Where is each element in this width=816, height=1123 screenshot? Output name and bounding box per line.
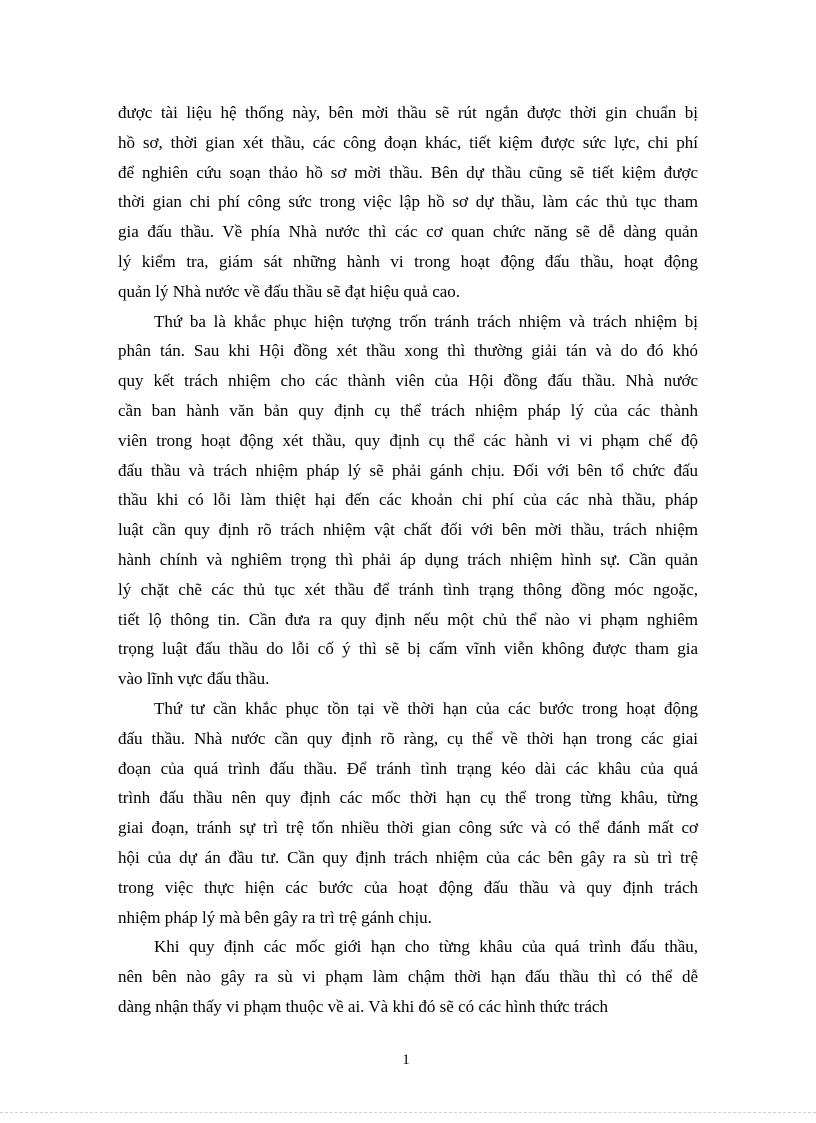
text-line: hồ sơ, thời gian xét thầu, các công đoạn khác, tiết kiệm được sức lực, chi phí — [118, 132, 698, 152]
text-line: vào lĩnh vực đấu thầu. — [118, 669, 270, 689]
document-body — [118, 98, 698, 1022]
text-line: thời gian chi phí công sức trong việc lập hồ sơ dự thầu, làm các thủ tục tham — [118, 192, 698, 212]
text-line: lý chặt chẽ các thủ tục xét thầu để tránh tình trạng thông đồng móc ngoặc, — [118, 579, 698, 599]
text-line: đoạn của quá trình đấu thầu. Để tránh tình trạng kéo dài các khâu của quá — [118, 758, 698, 778]
text-line: Khi quy định các mốc giới hạn cho từng khâu của quá trình đấu thầu, — [154, 937, 698, 957]
text-line: hành chính và nghiêm trọng thì phải áp dụng trách nhiệm hình sự. Cần quản — [118, 549, 698, 569]
text-line: phân tán. Sau khi Hội đồng xét thầu xong thì thường giải tán và do đó khó — [118, 341, 698, 361]
text-line: trọng luật đấu thầu do lỗi cố ý thì sẽ bị cấm vĩnh viễn không được tham gia — [118, 639, 698, 659]
text-line: tiết lộ thông tin. Cần đưa ra quy định nếu một chủ thể nào vi phạm nghiêm — [118, 609, 698, 629]
text-line: thầu khi có lỗi làm thiệt hại đến các khoản chi phí của các nhà thầu, pháp — [118, 490, 698, 510]
text-line: giai đoạn, tránh sự trì trệ tốn nhiều thời gian công sức và có thể đánh mất cơ — [118, 818, 698, 838]
page-bottom-divider — [0, 1112, 816, 1113]
page-number: 1 — [402, 1052, 410, 1068]
text-line: trình đấu thầu nên quy định các mốc thời hạn cụ thể trong từng khâu, từng — [118, 788, 698, 808]
text-line: gia đấu thầu. Về phía Nhà nước thì các cơ quan chức năng sẽ dễ dàng quản — [118, 222, 698, 242]
text-line: lý kiểm tra, giám sát những hành vi trong hoạt động đấu thầu, hoạt động — [118, 251, 698, 271]
text-line: cần ban hành văn bản quy định cụ thể trách nhiệm pháp lý của các thành — [118, 400, 698, 420]
text-line: nhiệm pháp lý mà bên gây ra trì trệ gánh chịu. — [118, 907, 432, 927]
text-line: quy kết trách nhiệm cho các thành viên của Hội đồng đấu thầu. Nhà nước — [118, 371, 698, 391]
text-line: nên bên nào gây ra sù vi phạm làm chậm thời hạn đấu thầu thì có thể dễ — [118, 967, 698, 987]
text-line: dàng nhận thấy vi phạm thuộc về ai. Và khi đó sẽ có các hình thức trách — [118, 996, 608, 1016]
paragraph-4 — [118, 932, 698, 1021]
text-line: luật cần quy định rõ trách nhiệm vật chất đối với bên mời thầu, trách nhiệm — [118, 520, 698, 540]
text-line: để nghiên cứu soạn thảo hồ sơ mời thầu. Bên dự thầu cũng sẽ tiết kiệm được — [118, 162, 698, 182]
text-line: quản lý Nhà nước về đấu thầu sẽ đạt hiệu quả cao. — [118, 281, 461, 301]
paragraph-3 — [118, 694, 698, 932]
text-line: đấu thầu và trách nhiệm pháp lý sẽ phải gánh chịu. Đối với bên tổ chức đấu — [118, 460, 698, 480]
text-line: được tài liệu hệ thống này, bên mời thầu sẽ rút ngắn được thời gin chuẩn bị — [118, 103, 698, 122]
text-line: đấu thầu. Nhà nước cần quy định rõ ràng, cụ thể về thời hạn trong các giai — [118, 728, 698, 748]
paragraph-2 — [118, 307, 698, 694]
paragraph-1 — [118, 98, 698, 307]
text-line: Thứ tư cần khắc phục tồn tại về thời hạn của các bước trong hoạt động — [154, 698, 698, 718]
text-line: Thứ ba là khắc phục hiện tượng trốn tránh trách nhiệm và trách nhiệm bị — [154, 311, 698, 331]
text-line: viên trong hoạt động xét thầu, quy định cụ thể các hành vi vi phạm chế độ — [118, 430, 698, 450]
text-line: trong việc thực hiện các bước của hoạt động đấu thầu và quy định trách — [118, 877, 698, 897]
text-line: hội của dự án đầu tư. Cần quy định trách nhiệm của các bên gây ra sù trì trệ — [118, 847, 698, 867]
